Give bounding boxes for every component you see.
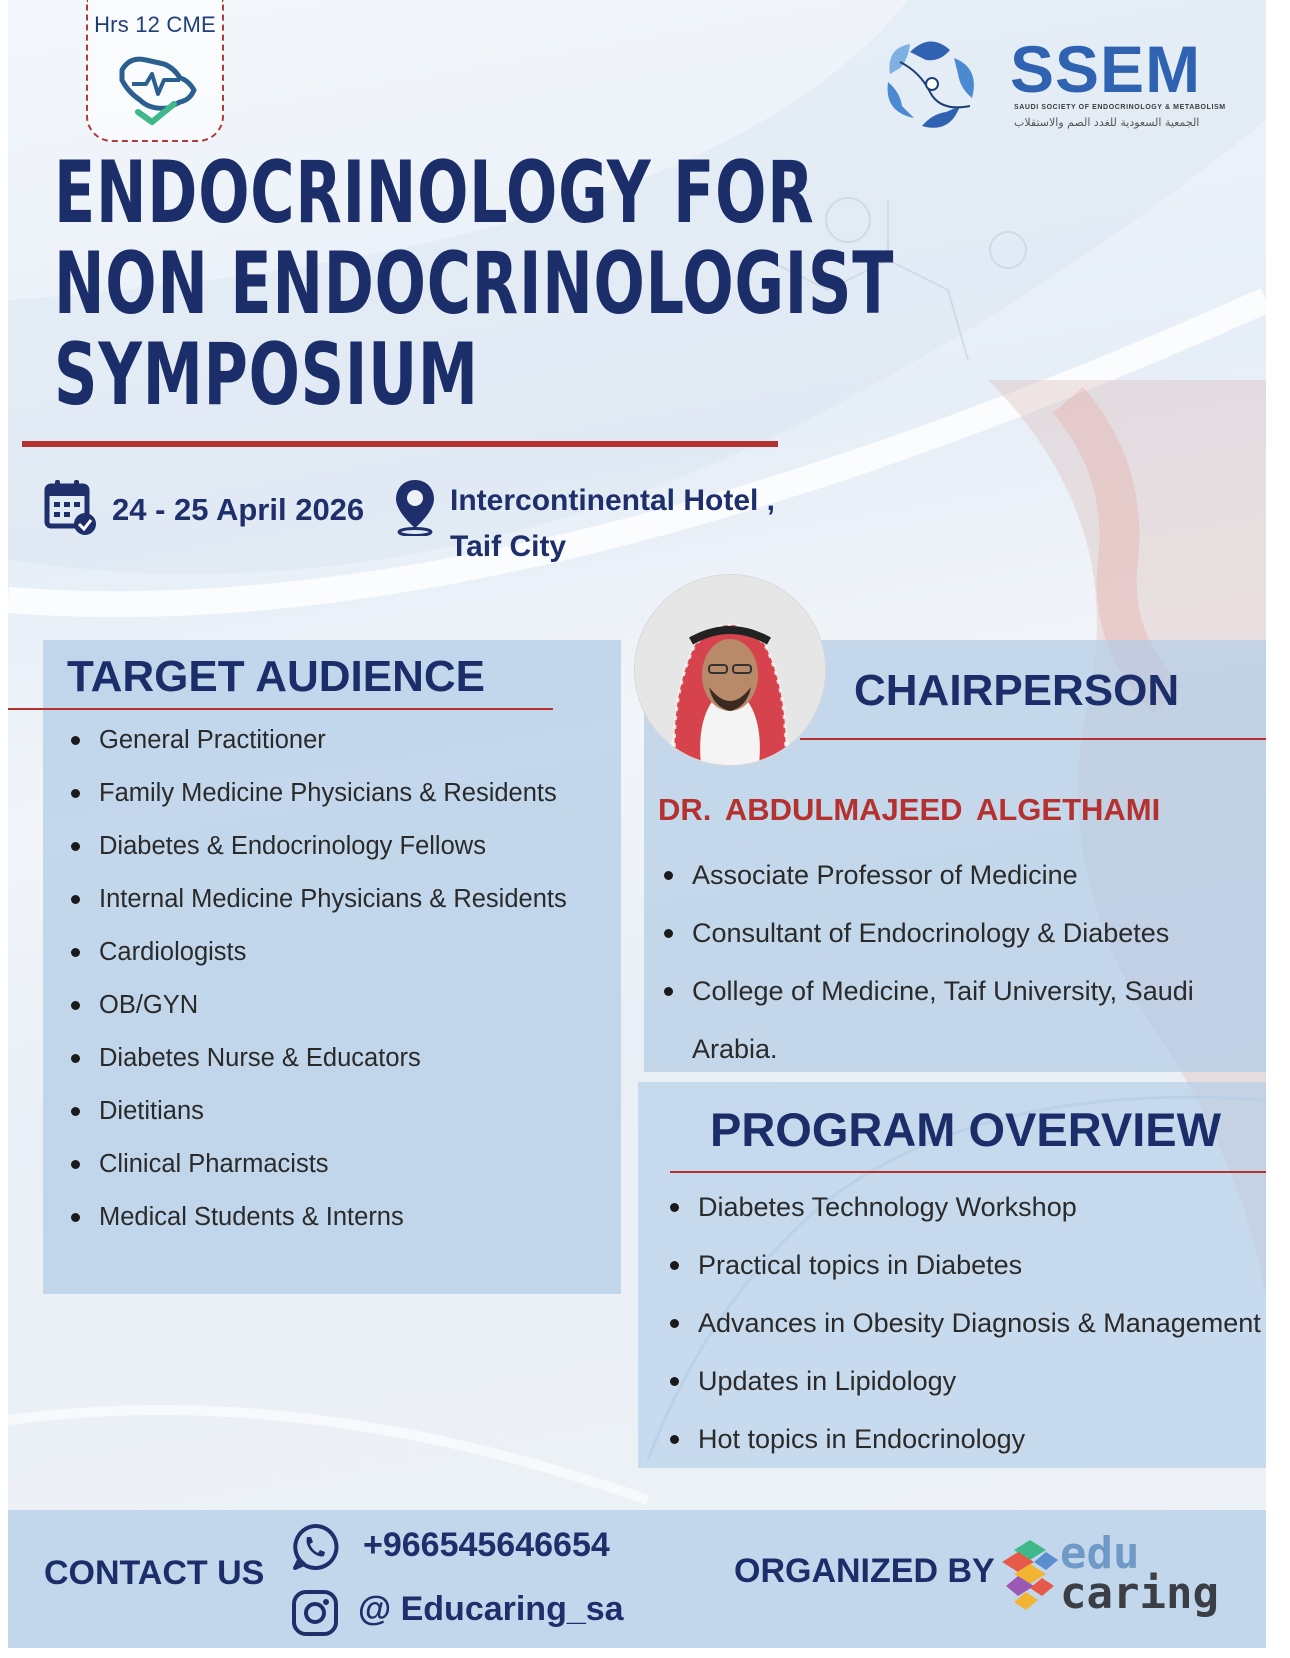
list-item: Advances in Obesity Diagnosis & Management	[698, 1294, 1261, 1352]
title-line-2: NON ENDOCRINOLOGIST	[54, 234, 895, 334]
chairperson-portrait	[635, 575, 825, 765]
venue-line-2: Taif City	[450, 530, 567, 563]
list-item: General Practitioner	[99, 720, 567, 773]
audience-list	[99, 720, 567, 1250]
contact-us-label: CONTACT US	[44, 1554, 265, 1592]
saudi-map-heartbeat-icon	[110, 50, 202, 130]
program-divider	[670, 1171, 1266, 1173]
whatsapp-icon	[290, 1522, 340, 1572]
educaring-wordmark-bottom: caring	[1060, 1568, 1219, 1619]
date-text: 24 - 25 April 2026	[112, 492, 365, 527]
list-item: Cardiologists	[99, 932, 567, 985]
chairperson-heading: CHAIRPERSON	[854, 666, 1180, 715]
chairperson-credentials	[692, 846, 1194, 1078]
footer	[8, 1510, 1266, 1648]
ssem-subtitle: SAUDI SOCIETY OF ENDOCRINOLOGY & METABOLISM	[1014, 104, 1226, 111]
audience-divider	[8, 708, 553, 710]
list-item: Associate Professor of Medicine	[692, 846, 1194, 904]
page-title	[54, 143, 895, 425]
ssem-emblem-icon	[870, 22, 1000, 142]
cme-hours: Hrs 12 CME	[94, 12, 216, 37]
list-item: Dietitians	[99, 1091, 567, 1144]
target-audience-panel	[43, 640, 621, 1294]
list-item: OB/GYN	[99, 985, 567, 1038]
educaring-mark-icon	[1002, 1540, 1058, 1620]
organized-by-label: ORGANIZED BY	[734, 1552, 995, 1590]
list-item-continuation: Arabia.	[692, 1034, 778, 1064]
list-item: Medical Students & Interns	[99, 1197, 567, 1250]
calendar-icon	[44, 478, 98, 536]
event-venue	[450, 478, 775, 570]
location-pin-icon	[393, 478, 437, 536]
list-item: Updates in Lipidology	[698, 1352, 1261, 1410]
list-item: Hot topics in Endocrinology	[698, 1410, 1261, 1468]
list-item: Consultant of Endocrinology & Diabetes	[692, 904, 1194, 962]
chairperson-divider	[800, 738, 1266, 740]
chairperson-name: DR. ABDULMAJEED ALGETHAMI	[658, 792, 1161, 827]
list-item: Diabetes Technology Workshop	[698, 1178, 1261, 1236]
avatar	[634, 574, 826, 766]
instagram-icon	[290, 1588, 340, 1638]
phone-link[interactable]: +966545646654	[363, 1526, 610, 1564]
list-item: Family Medicine Physicians & Residents	[99, 773, 567, 826]
ssem-wordmark: SSEM	[1010, 32, 1202, 106]
list-item: Internal Medicine Physicians & Residents	[99, 879, 567, 932]
title-line-1: ENDOCRINOLOGY FOR	[54, 143, 815, 243]
educaring-logo	[1002, 1530, 1242, 1630]
list-item: Practical topics in Diabetes	[698, 1236, 1261, 1294]
list-item: Diabetes Nurse & Educators	[99, 1038, 567, 1091]
program-list	[698, 1178, 1261, 1468]
program-overview-heading: PROGRAM OVERVIEW	[710, 1103, 1221, 1156]
ssem-arabic-name: الجمعية السعودية للغدد الصم والاستقلاب	[1014, 116, 1200, 129]
list-item: Diabetes & Endocrinology Fellows	[99, 826, 567, 879]
target-audience-heading: TARGET AUDIENCE	[67, 652, 485, 701]
venue-line-1: Intercontinental Hotel ,	[450, 484, 776, 517]
title-line-3: SYMPOSIUM	[54, 325, 479, 425]
poster	[8, 0, 1266, 1648]
educaring-wordmark	[1060, 1528, 1219, 1619]
educaring-wordmark-top: edu	[1060, 1528, 1140, 1579]
cme-badge	[86, 0, 224, 142]
instagram-handle-link[interactable]: @ Educaring_sa	[358, 1590, 624, 1628]
ssem-logo	[870, 22, 1226, 142]
title-divider	[22, 441, 778, 447]
list-item: College of Medicine, Taif University, Saudi	[692, 962, 1194, 1020]
list-item: Clinical Pharmacists	[99, 1144, 567, 1197]
